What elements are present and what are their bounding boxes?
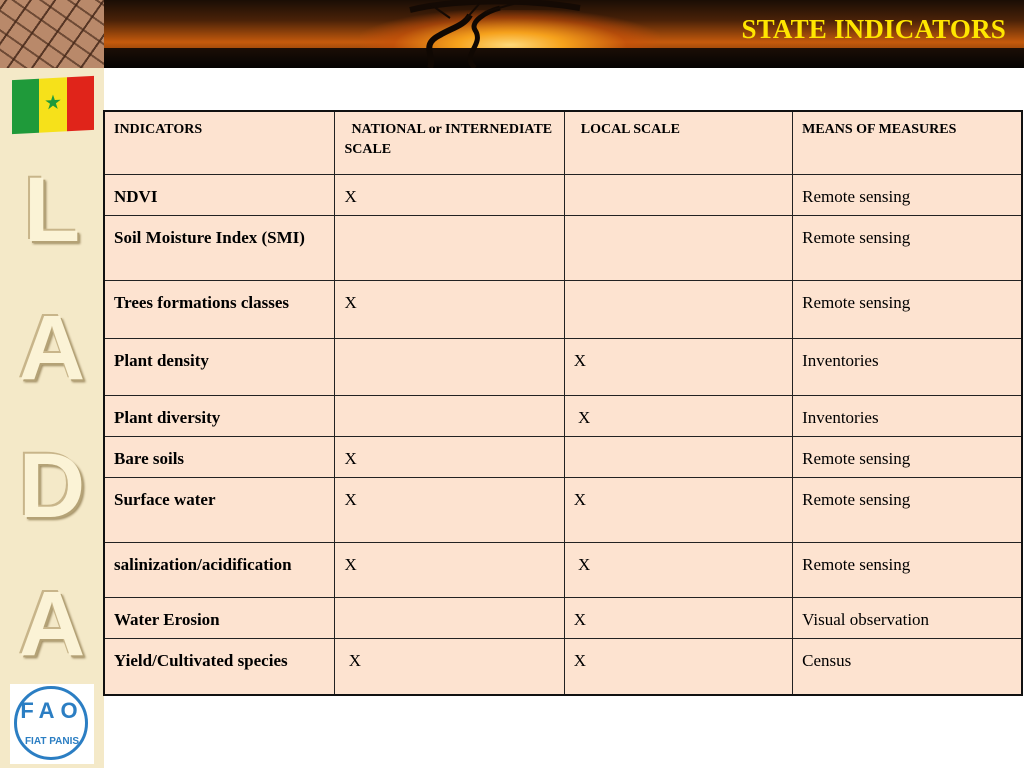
- lada-letter-3: D: [18, 435, 86, 537]
- header-indicators: INDICATORS: [104, 111, 335, 174]
- local-cell: X: [564, 338, 792, 395]
- local-cell: X: [564, 395, 792, 436]
- fao-logo: [10, 684, 94, 764]
- lada-letter-4: A: [18, 573, 86, 675]
- means-cell: Remote sensing: [793, 436, 1022, 477]
- indicator-cell: Plant density: [104, 338, 335, 395]
- header-national-scale: NATIONAL or INTERNEDIATE SCALE: [335, 111, 564, 174]
- table-row: [104, 597, 1022, 638]
- header-local-scale: LOCAL SCALE: [564, 111, 792, 174]
- national-cell: [335, 338, 564, 395]
- acacia-tree-icon: [390, 0, 590, 68]
- indicator-cell: salinization/acidification: [104, 542, 335, 597]
- national-cell: [335, 597, 564, 638]
- table-row: [104, 395, 1022, 436]
- local-cell: [564, 280, 792, 338]
- indicator-cell: Surface water: [104, 477, 335, 542]
- local-cell: X: [564, 638, 792, 695]
- table-row: [104, 436, 1022, 477]
- fao-motto: FIAT PANIS: [24, 736, 80, 747]
- local-cell: [564, 436, 792, 477]
- table-row: [104, 477, 1022, 542]
- means-cell: Remote sensing: [793, 477, 1022, 542]
- local-cell: [564, 174, 792, 215]
- local-cell: X: [564, 542, 792, 597]
- indicator-cell: Soil Moisture Index (SMI): [104, 215, 335, 280]
- national-cell: [335, 215, 564, 280]
- indicator-cell: NDVI: [104, 174, 335, 215]
- national-cell: [335, 395, 564, 436]
- table-row: [104, 338, 1022, 395]
- local-cell: X: [564, 477, 792, 542]
- table-row: [104, 215, 1022, 280]
- indicators-table: [103, 110, 1023, 696]
- national-cell: X: [335, 436, 564, 477]
- indicator-cell: Plant diversity: [104, 395, 335, 436]
- means-cell: Census: [793, 638, 1022, 695]
- means-cell: Remote sensing: [793, 280, 1022, 338]
- senegal-flag-icon: ★: [12, 76, 94, 134]
- national-cell: X: [335, 542, 564, 597]
- header-means-of-measures: MEANS OF MEASURES: [793, 111, 1022, 174]
- means-cell: Inventories: [793, 395, 1022, 436]
- national-cell: X: [335, 477, 564, 542]
- indicator-cell: Bare soils: [104, 436, 335, 477]
- means-cell: Remote sensing: [793, 174, 1022, 215]
- means-cell: Visual observation: [793, 597, 1022, 638]
- page-title: STATE INDICATORS: [741, 14, 1006, 44]
- header-banner: [0, 0, 1024, 68]
- table-header-row: [104, 111, 1022, 174]
- lada-letter-2: A: [18, 297, 86, 399]
- table-row: [104, 638, 1022, 695]
- means-cell: Remote sensing: [793, 542, 1022, 597]
- means-cell: Inventories: [793, 338, 1022, 395]
- table-row: [104, 280, 1022, 338]
- indicator-cell: Water Erosion: [104, 597, 335, 638]
- local-cell: X: [564, 597, 792, 638]
- means-cell: Remote sensing: [793, 215, 1022, 280]
- fao-logo-text: FAO: [20, 698, 84, 723]
- cracked-earth-image: [0, 0, 104, 68]
- national-cell: X: [335, 638, 564, 695]
- indicator-cell: Yield/Cultivated species: [104, 638, 335, 695]
- indicator-cell: Trees formations classes: [104, 280, 335, 338]
- national-cell: X: [335, 174, 564, 215]
- local-cell: [564, 215, 792, 280]
- lada-letter-1: L: [23, 159, 81, 261]
- table-row: [104, 542, 1022, 597]
- table-row: [104, 174, 1022, 215]
- national-cell: X: [335, 280, 564, 338]
